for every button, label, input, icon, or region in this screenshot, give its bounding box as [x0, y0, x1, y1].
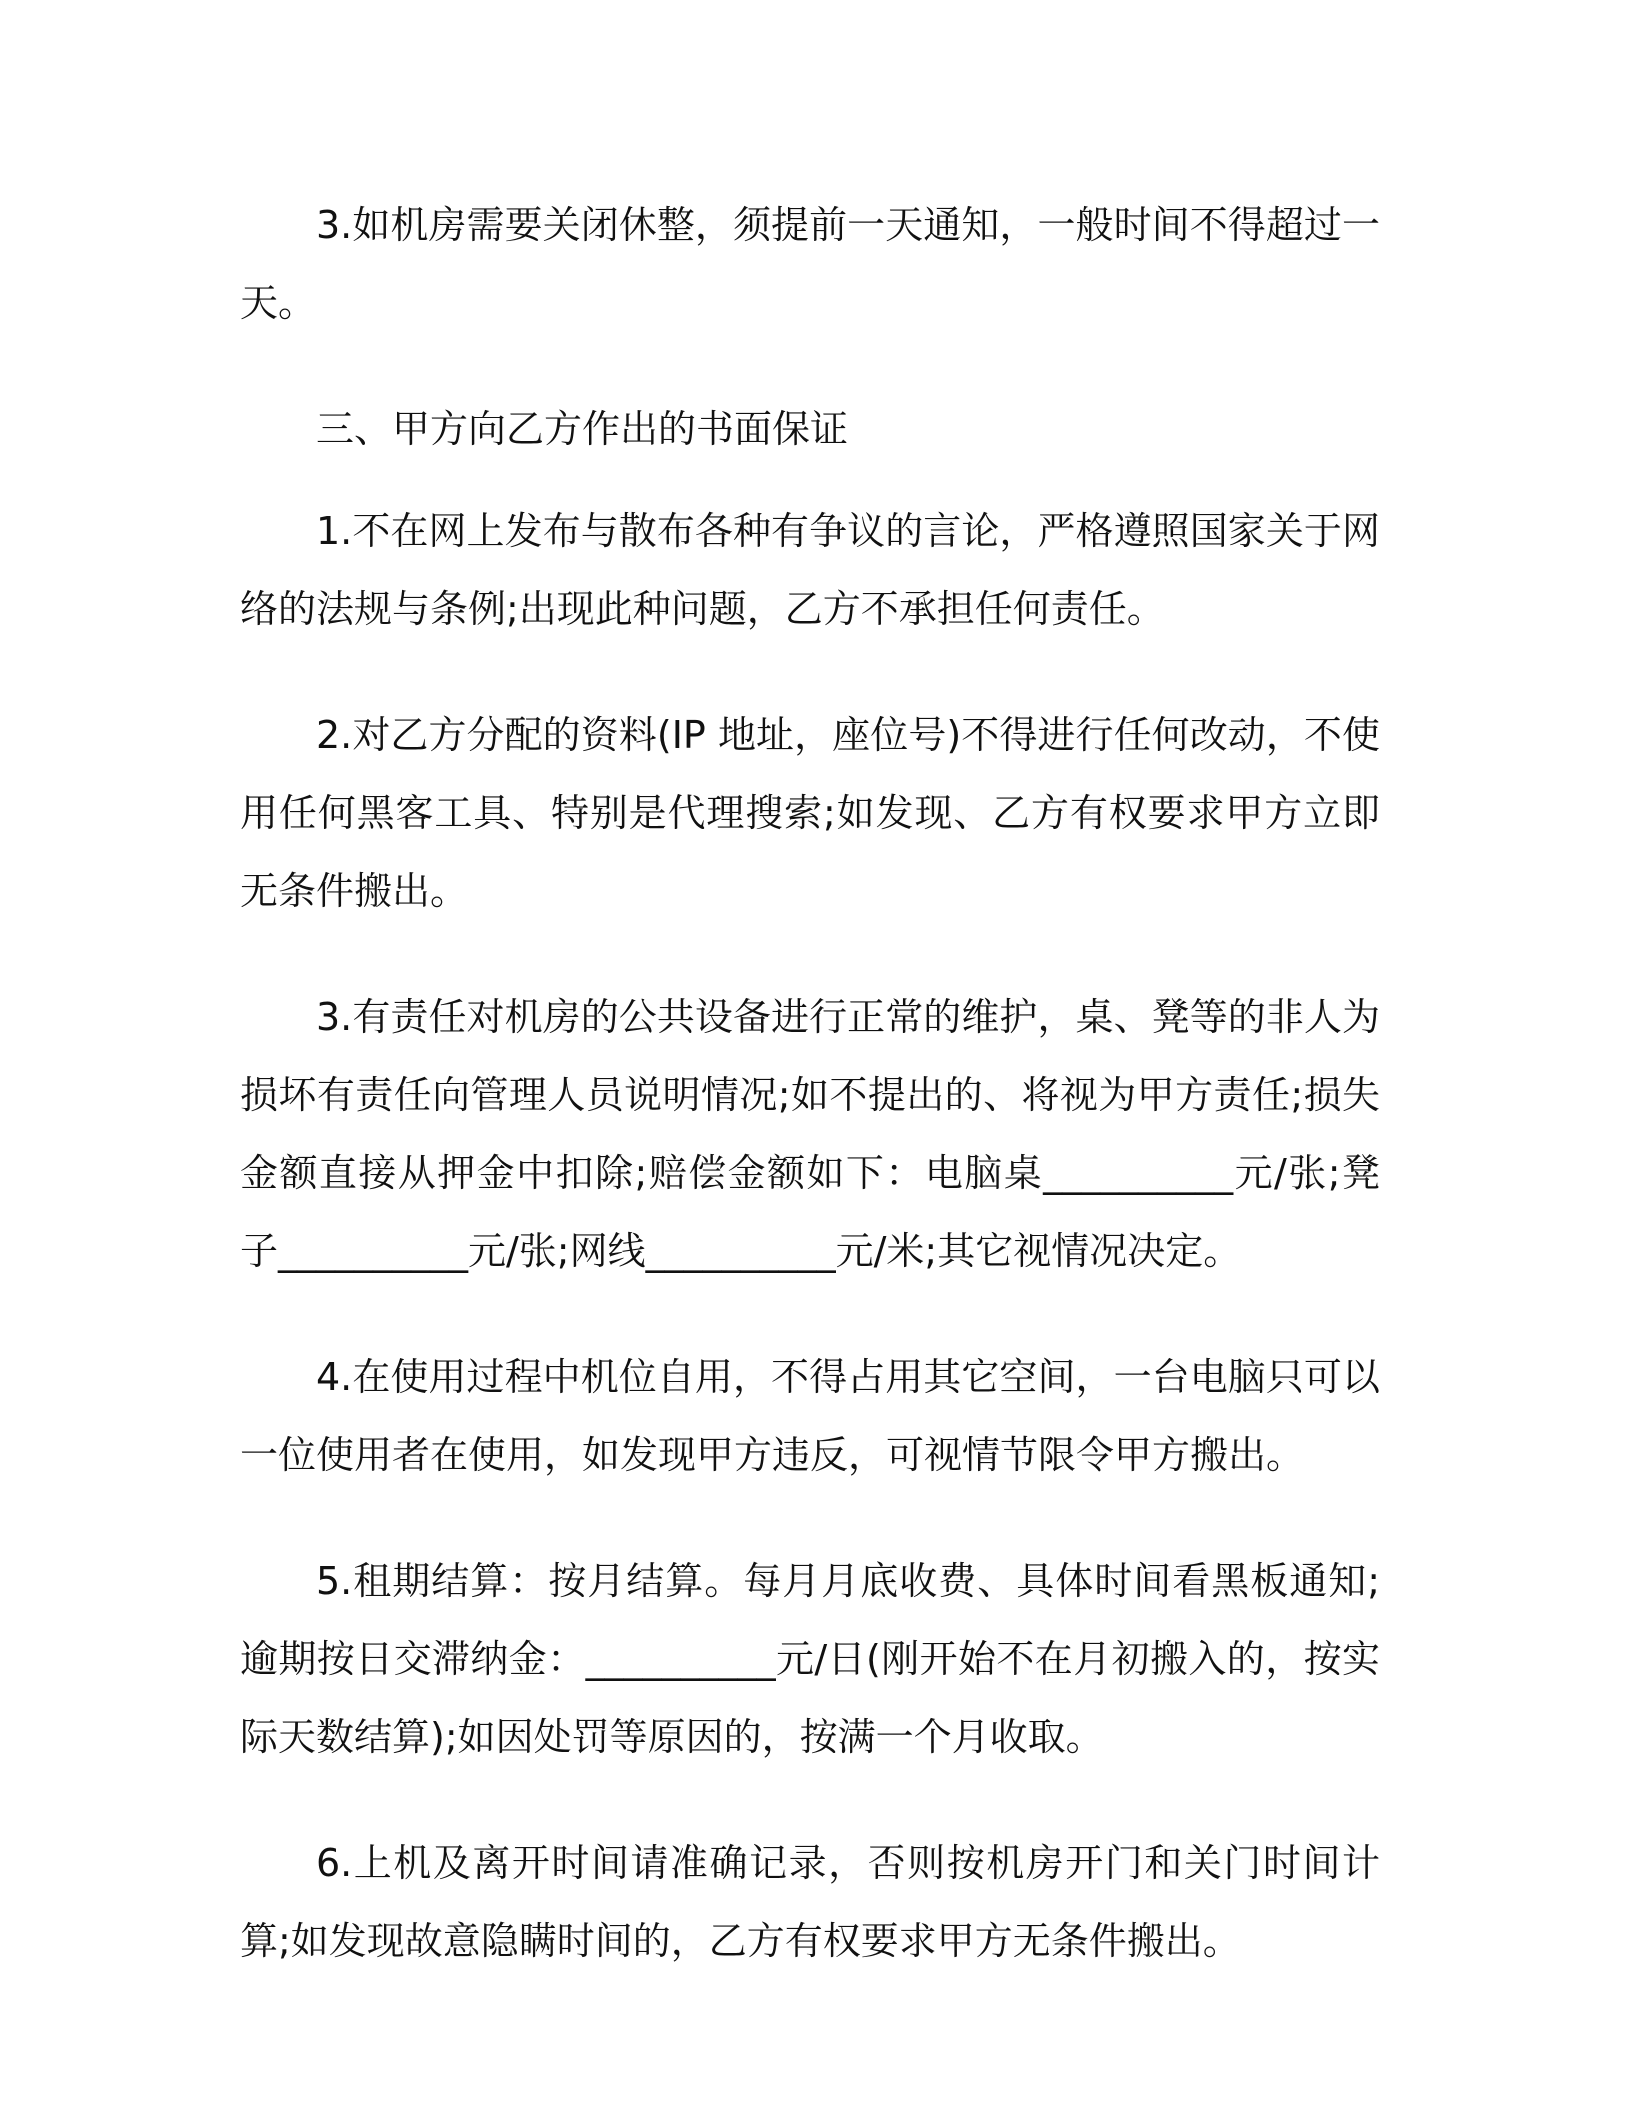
- paragraph-clause-6: 6.上机及离开时间请准确记录，否则按机房开门和关门时间计算;如发现故意隐瞒时间的，乙方有权要求甲方无条件搬出。: [240, 1841, 1380, 1963]
- paragraph-clause-2: 2.对乙方分配的资料(IP 地址，座位号)不得进行任何改动，不使用任何黑客工具、特别是代理搜索;如发现、乙方有权要求甲方立即无条件搬出。: [240, 713, 1380, 913]
- paragraph-clause-1: 1.不在网上发布与散布各种有争议的言论，严格遵照国家关于网络的法规与条例;出现此种问题，乙方不承担任何责任。: [240, 509, 1380, 631]
- paragraph-clause-5: 5.租期结算：按月结算。每月月底收费、具体时间看黑板通知;逾期按日交滞纳金：__________元/日(刚开始不在月初搬入的，按实际天数结算);如因处罚等原因的，按满一个月收取。: [240, 1559, 1380, 1759]
- section-heading: 三、甲方向乙方作出的书面保证: [316, 407, 849, 451]
- paragraph-closure-notice: 3.如机房需要关闭休整，须提前一天通知，一般时间不得超过一天。: [240, 203, 1380, 325]
- document-body: [240, 186, 1380, 2028]
- paragraph-clause-3: 3.有责任对机房的公共设备进行正常的维护，桌、凳等的非人为损坏有责任向管理人员说明情况;如不提出的、将视为甲方责任;损失金额直接从押金中扣除;赔偿金额如下：电脑桌__________元/张;凳子__________元/张;网线__________元/米;其它视情况决定。: [240, 995, 1380, 1273]
- paragraph-clause-4: 4.在使用过程中机位自用，不得占用其它空间，一台电脑只可以一位使用者在使用，如发现甲方违反，可视情节限令甲方搬出。: [240, 1355, 1380, 1477]
